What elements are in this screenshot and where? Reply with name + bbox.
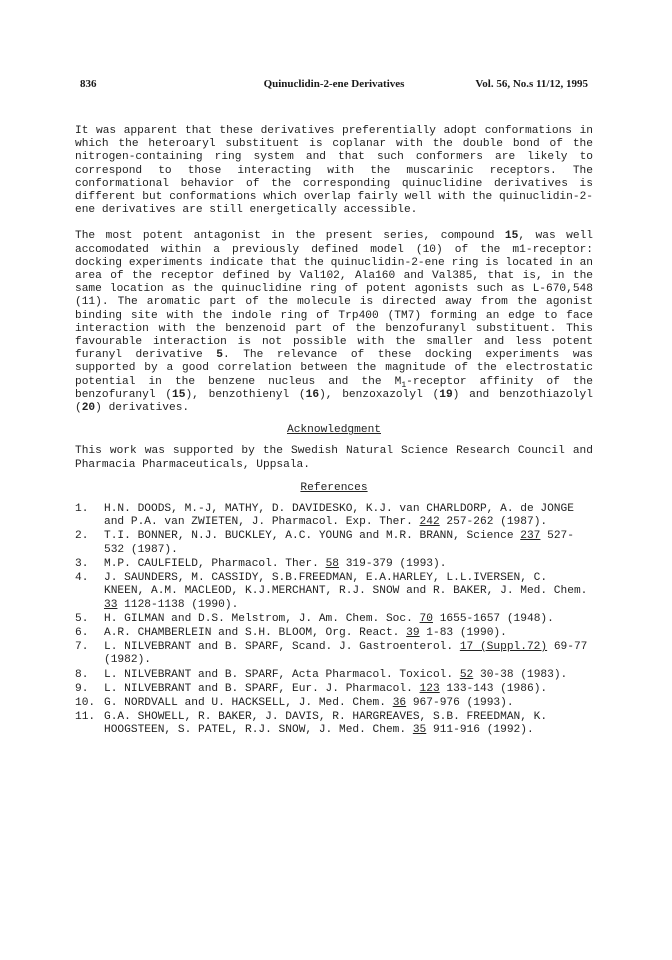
reference-item: 7. L. NILVEBRANT and B. SPARF, Scand. J. Gastroenterol. 17 (Suppl.72) 69-77 (1982).	[75, 641, 588, 667]
volume-info: Vol. 56, No.s 11/12, 1995	[475, 78, 588, 90]
page-number: 836	[80, 78, 97, 90]
reference-item: 1. H.N. DOODS, M.-J, MATHY, D. DAVIDESKO, K.J. van CHARLDORP, A. de JONGE and P.A. van ZWIETEN, J. Pharmacol. Exp. Ther. 242 257-262 (1987).	[75, 503, 574, 529]
references-heading: References	[300, 481, 368, 494]
paragraph-conformations: It was apparent that these derivatives preferentially adopt conformations in which the heteroaryl substituent is coplanar with the double bond of the nitrogen-containing ring system and that such conformers are likely to correspond to those interacting with the muscarinic receptors. The conformational behavior of the corresponding quinuclidine derivatives is different but conformations which overlap fairly well with the quinuclidin-2-ene derivatives are still energetically accessible.	[75, 125, 593, 217]
paragraph-docking: The most potent antagonist in the present series, compound 15, was well accomodated within a previously defined model (10) of the m1-receptor: docking experiments indicate that the quinuclidin-2-ene ring is located in an area of the receptor defined by Val102, Ala160 and Val385, that is, in the same location as the quinuclidine ring of potent agonists such as L-670,548 (11). The aromatic part of the molecule is directed away from the agonist binding site with the indole ring of Trp400 (TM7) forming an edge to face interaction with the benzenoid part of the benzofuranyl substituent. This favourable interaction is not possible with the smaller and less potent furanyl derivative 5. The relevance of these docking experiments was supported by a good correlation between the magnitude of the electrostatic potential in the benzene nucleus and the $M_1$-receptor affinity of the benzofuranyl (15), benzothienyl (16), benzoxazolyl (19) and benzothiazolyl (20) derivatives.	[75, 230, 593, 415]
compound-ref: 16	[305, 388, 320, 401]
acknowledgment-heading: Acknowledgment	[287, 424, 381, 437]
reference-item: 11. G.A. SHOWELL, R. BAKER, J. DAVIS, R. HARGREAVES, S.B. FREEDMAN, K. HOOGSTEEN, S. PATEL, R.J. SNOW, J. Med. Chem. 35 911-916 (1992).	[75, 711, 548, 737]
reference-item: 2. T.I. BONNER, N.J. BUCKLEY, A.C. YOUNG and M.R. BRANN, Science 237 527-532 (1987).	[75, 530, 574, 556]
compound-ref: 20	[81, 402, 96, 415]
compound-ref: 19	[439, 388, 453, 401]
reference-item: 8. L. NILVEBRANT and B. SPARF, Acta Pharmacol. Toxicol. 52 30-38 (1983).	[75, 668, 568, 681]
article-body	[75, 125, 593, 739]
reference-list	[75, 503, 593, 737]
compound-ref: 15	[172, 388, 186, 401]
reference-item: 4. J. SAUNDERS, M. CASSIDY, S.B.FREEDMAN, E.A.HARLEY, L.L.IVERSEN, C. KNEEN, A.M. MACLEOD, K.J.MERCHANT, R.J. SNOW and R. BAKER, J. Med. Chem. 33 1128-1138 (1990).	[75, 572, 588, 611]
compound-ref: 5	[216, 349, 223, 362]
acknowledgment-text: This work was supported by the Swedish Natural Science Research Council and Pharmacia Pharmaceuticals, Uppsala.	[75, 445, 593, 471]
running-head	[80, 78, 588, 94]
reference-item: 3. M.P. CAULFIELD, Pharmacol. Ther. 58 319-379 (1993).	[75, 557, 447, 570]
reference-item: 5. H. GILMAN and D.S. Melstrom, J. Am. Chem. Soc. 70 1655-1657 (1948).	[75, 612, 554, 625]
reference-item: 9. L. NILVEBRANT and B. SPARF, Eur. J. Pharmacol. 123 133-143 (1986).	[75, 682, 548, 695]
reference-item: 6. A.R. CHAMBERLEIN and S.H. BLOOM, Org. React. 39 1-83 (1990).	[75, 626, 507, 639]
reference-item: 10. G. NORDVALL and U. HACKSELL, J. Med. Chem. 36 967-976 (1993).	[75, 696, 514, 709]
running-title: Quinuclidin-2-ene Derivatives	[263, 78, 405, 90]
compound-ref: 15	[504, 230, 519, 243]
